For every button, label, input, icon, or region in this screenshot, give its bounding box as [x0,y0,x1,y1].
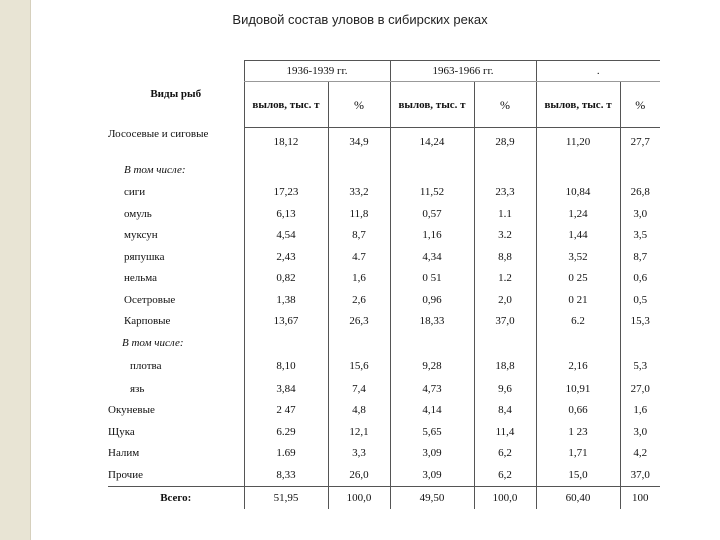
species-name: ряпушка [124,250,165,263]
catch-value-cell: 60,40 [536,486,620,509]
percent-value-cell: 2,6 [328,289,390,311]
species-name: омуль [124,207,152,220]
table-row [108,225,660,247]
table-body [108,128,660,509]
catch-value-cell [244,160,328,182]
catch-value-cell: 0,82 [244,268,328,290]
percent-value-cell: 37,0 [474,311,536,333]
total-row [108,486,660,509]
catch-value-cell: 11,20 [536,128,620,160]
table-row [108,421,660,443]
percent-value-cell: 4,8 [328,400,390,422]
percent-value-cell: 26,3 [328,311,390,333]
percent-value-cell [328,332,390,354]
catch-value-cell: 9,28 [390,354,474,378]
percent-value-cell: 12,1 [328,421,390,443]
percent-value-cell: 3,5 [620,225,660,247]
percent-value-cell: 5,3 [620,354,660,378]
percent-value-cell: 1,6 [328,268,390,290]
table-row [108,160,660,182]
species-name: Налим [108,447,140,460]
catch-value-cell: 6.29 [244,421,328,443]
species-name: сиги [124,186,146,198]
species-name: Лососевые и сиговые [108,127,209,140]
table-row [108,311,660,333]
catch-value-cell: 2 47 [244,400,328,422]
catch-value-cell: 4,73 [390,378,474,400]
catch-value-cell: 3,52 [536,246,620,268]
percent-value-cell [620,160,660,182]
percent-value-cell: 27,7 [620,128,660,160]
species-name: муксун [124,229,158,242]
table-row [108,354,660,378]
catch-value-cell: 18,12 [244,128,328,160]
percent-value-cell [328,160,390,182]
catch-value-cell: 10,84 [536,181,620,203]
table-row [108,400,660,422]
percent-value-cell: 8,7 [620,246,660,268]
species-name: плотва [130,360,162,372]
percent-value-cell: 28,9 [474,128,536,160]
catch-value-cell [390,160,474,182]
catch-value-cell: 1,44 [536,225,620,247]
table-row [108,128,660,160]
percent-value-cell: 6,2 [474,443,536,465]
catch-value-cell: 1.69 [244,443,328,465]
catch-value-cell [536,160,620,182]
catch-value-cell: 1 23 [536,421,620,443]
period-header-1: 1936-1939 гг. [244,61,390,82]
percent-value-cell: 100,0 [474,486,536,509]
catch-composition-table [108,60,660,509]
percent-value-cell: 2,0 [474,289,536,311]
species-column-header: Виды рыб [150,88,202,100]
catch-value-cell: 1,24 [536,203,620,225]
catch-value-cell: 4,54 [244,225,328,247]
species-name: Прочие [108,468,143,481]
period-header-3: . [536,61,660,82]
percent-value-cell [620,332,660,354]
species-name: нельма [124,272,158,285]
percent-value-cell: 3,0 [620,421,660,443]
catch-header: вылов, тыс. т [536,82,620,128]
period-header-2: 1963-1966 гг. [390,61,536,82]
catch-value-cell: 15,0 [536,464,620,486]
species-name: Карповые [124,315,171,328]
table-row [108,443,660,465]
percent-value-cell: 1.2 [474,268,536,290]
percent-value-cell: 15,6 [328,354,390,378]
catch-header: вылов, тыс. т [390,82,474,128]
percent-value-cell: 15,3 [620,311,660,333]
catch-value-cell: 0,66 [536,400,620,422]
percent-value-cell: 9,6 [474,378,536,400]
catch-value-cell: 8,10 [244,354,328,378]
percent-value-cell: 26,8 [620,181,660,203]
percent-value-cell: 23,3 [474,181,536,203]
table-row [108,378,660,400]
percent-value-cell: 0,5 [620,289,660,311]
table-row [108,289,660,311]
table-row [108,464,660,486]
percent-value-cell: 4.7 [328,246,390,268]
catch-value-cell: 3,09 [390,464,474,486]
percent-value-cell: 8,4 [474,400,536,422]
percent-value-cell: 7,4 [328,378,390,400]
catch-value-cell: 1,71 [536,443,620,465]
percent-value-cell: 100,0 [328,486,390,509]
catch-value-cell: 14,24 [390,128,474,160]
percent-value-cell: 8,7 [328,225,390,247]
percent-value-cell: 18,8 [474,354,536,378]
species-name: В том числе: [124,164,186,177]
catch-value-cell: 8,33 [244,464,328,486]
catch-value-cell: 2,43 [244,246,328,268]
percent-value-cell: 3,0 [620,203,660,225]
percent-header: % [620,82,660,128]
catch-value-cell: 3,09 [390,443,474,465]
slide-title: Видовой состав уловов в сибирских реках [232,12,488,27]
catch-value-cell: 6.2 [536,311,620,333]
table-row [108,203,660,225]
percent-value-cell: 26,0 [328,464,390,486]
species-name: язь [130,382,145,395]
percent-value-cell: 6,2 [474,464,536,486]
catch-value-cell: 1,38 [244,289,328,311]
catch-value-cell: 0 25 [536,268,620,290]
percent-value-cell: 0,6 [620,268,660,290]
table-row [108,246,660,268]
percent-value-cell: 1,6 [620,400,660,422]
catch-value-cell: 18,33 [390,311,474,333]
catch-value-cell [244,332,328,354]
total-label: Всего: [108,486,244,509]
percent-value-cell: 3.2 [474,225,536,247]
table-row [108,181,660,203]
catch-value-cell: 3,84 [244,378,328,400]
catch-value-cell [390,332,474,354]
catch-value-cell: 2,16 [536,354,620,378]
catch-value-cell [536,332,620,354]
percent-value-cell [474,332,536,354]
slide-left-band [0,0,31,540]
table-row [108,332,660,354]
species-name: Окуневые [108,404,155,417]
catch-value-cell: 0 21 [536,289,620,311]
percent-header: % [474,82,536,128]
catch-value-cell: 5,65 [390,421,474,443]
percent-value-cell: 100 [620,486,660,509]
catch-value-cell: 17,23 [244,181,328,203]
percent-value-cell: 27,0 [620,378,660,400]
percent-value-cell: 1.1 [474,203,536,225]
percent-value-cell: 11,4 [474,421,536,443]
percent-value-cell: 33,2 [328,181,390,203]
catch-value-cell: 13,67 [244,311,328,333]
catch-value-cell: 4,34 [390,246,474,268]
catch-value-cell: 0 51 [390,268,474,290]
catch-value-cell: 10,91 [536,378,620,400]
percent-value-cell: 37,0 [620,464,660,486]
percent-value-cell: 8,8 [474,246,536,268]
catch-value-cell: 1,16 [390,225,474,247]
catch-value-cell: 6,13 [244,203,328,225]
percent-value-cell: 3,3 [328,443,390,465]
percent-value-cell [474,160,536,182]
percent-value-cell: 4,2 [620,443,660,465]
percent-value-cell: 11,8 [328,203,390,225]
catch-value-cell: 11,52 [390,181,474,203]
catch-value-cell: 49,50 [390,486,474,509]
table-row [108,268,660,290]
catch-header: вылов, тыс. т [244,82,328,128]
catch-value-cell: 4,14 [390,400,474,422]
species-name: Осетровые [124,293,176,306]
species-name: В том числе: [122,337,184,349]
catch-value-cell: 0,57 [390,203,474,225]
catch-value-cell: 0,96 [390,289,474,311]
percent-value-cell: 34,9 [328,128,390,160]
catch-value-cell: 51,95 [244,486,328,509]
percent-header: % [328,82,390,128]
species-name: Щука [108,425,135,438]
